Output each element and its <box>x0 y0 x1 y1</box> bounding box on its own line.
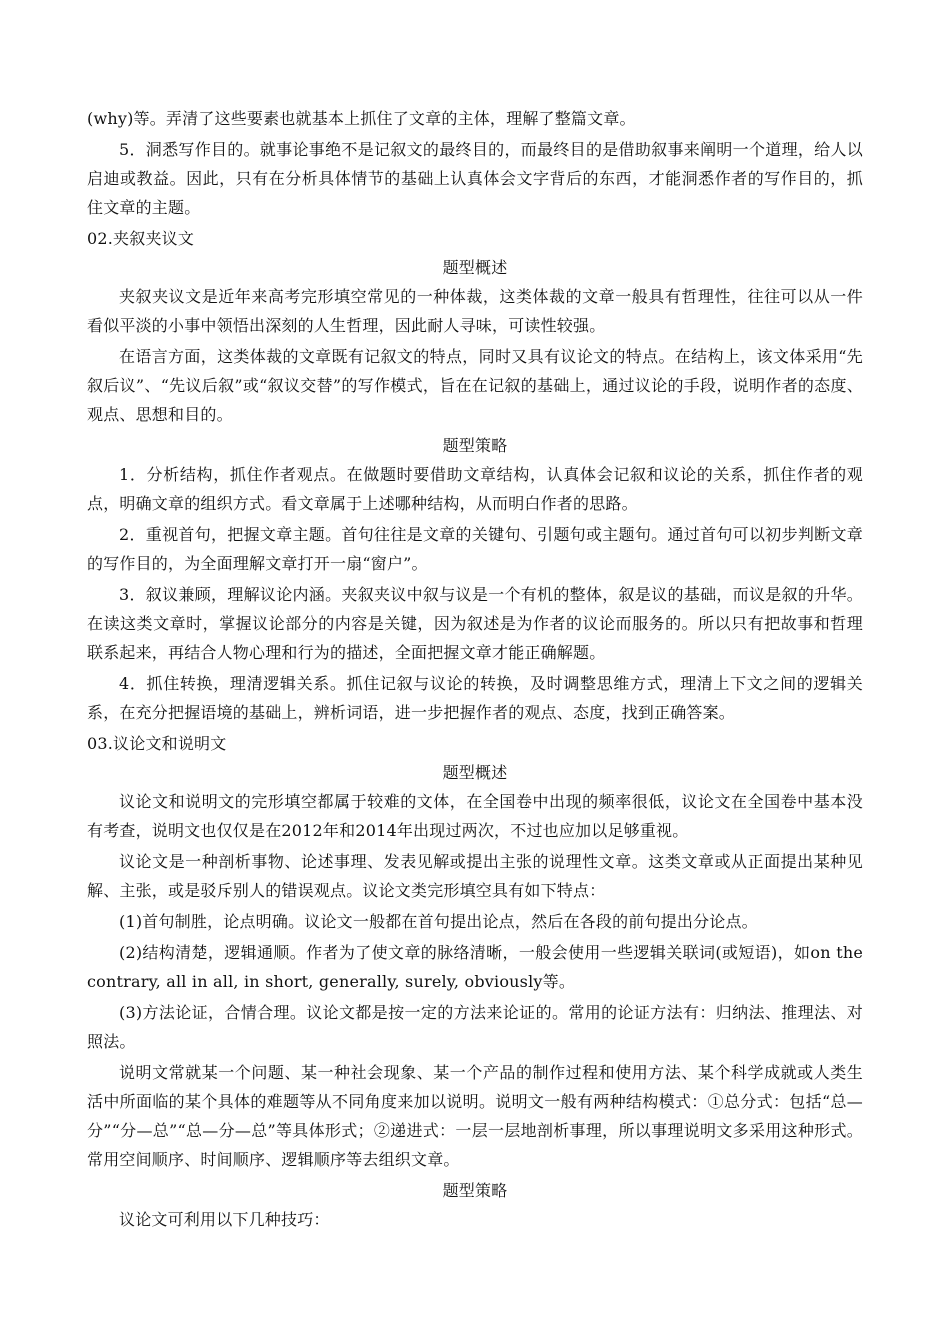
paragraph: 说明文常就某一个问题、某一种社会现象、某一个产品的制作过程和使用方法、某个科学成就或人类生活中所面临的某个具体的难题等从不同角度来加以说明。说明文一般有两种结构模式：①总分式：包括“总—分”“分—总”“总—分—总”等具体形式；②递进式：一层一层地剖析事理，所以事理说明文多采用这种形式。常用空间顺序、时间顺序、逻辑顺序等去组织文章。 <box>87 1063 863 1169</box>
strategy-item: 2．重视首句，把握文章主题。首句往往是文章的关键句、引题句或主题句。通过首句可以初步判断文章的写作目的，为全面理解文章打开一扇“窗户”。 <box>87 525 863 573</box>
strategy-item: 4．抓住转换，理清逻辑关系。抓住记叙与议论的转换，及时调整思维方式，理清上下文之间的逻辑关系，在充分把握语境的基础上，辨析词语，进一步把握作者的观点、态度，找到正确答案。 <box>87 674 863 722</box>
feature-item: (3)方法论证，合情合理。议论文都是按一定的方法来论证的。常用的论证方法有：归纳法、推理法、对照法。 <box>87 1003 863 1051</box>
subheading-overview: 题型概述 <box>442 258 508 277</box>
section-heading-argumentative-expository: 03.议论文和说明文 <box>87 734 227 753</box>
strategy-item: 3．叙议兼顾，理解议论内涵。夹叙夹议中叙与议是一个有机的整体，叙是议的基础，而议是叙的升华。在读这类文章时，掌握议论部分的内容是关键，因为叙述是为作者的议论而服务的。所以只有把故事和哲理联系起来，再结合人物心理和行为的描述，全面把握文章才能正确解题。 <box>87 585 863 662</box>
section-heading-narrative-argument: 02.夹叙夹议文 <box>87 229 195 248</box>
subheading-overview: 题型概述 <box>442 763 508 782</box>
paragraph: 议论文可利用以下几种技巧： <box>119 1210 330 1229</box>
subheading-strategy: 题型策略 <box>442 436 508 455</box>
paragraph: 在语言方面，这类体裁的文章既有记叙文的特点，同时又具有议论文的特点。在结构上，该文体采用“先叙后议”、“先议后叙”或“叙议交替”的写作模式，旨在在记叙的基础上，通过议论的手段，说明作者的态度、观点、思想和目的。 <box>87 347 863 424</box>
strategy-item: 1．分析结构，抓住作者观点。在做题时要借助文章结构，认真体会记叙和议论的关系，抓住作者的观点，明确文章的组织方式。看文章属于上述哪种结构，从而明白作者的思路。 <box>87 465 863 513</box>
paragraph: 议论文和说明文的完形填空都属于较难的文体，在全国卷中出现的频率很低，议论文在全国卷中基本没有考查，说明文也仅仅是在2012年和2014年出现过两次，不过也应加以足够重视。 <box>87 792 863 840</box>
paragraph: 议论文是一种剖析事物、论述事理、发表见解或提出主张的说理性文章。这类文章或从正面提出某种见解、主张，或是驳斥别人的错误观点。议论文类完形填空具有如下特点： <box>87 852 863 900</box>
feature-item: (2)结构清楚，逻辑通顺。作者为了使文章的脉络清晰，一般会使用一些逻辑关联词(或短语)，如on the contrary, all in all, in short, generally, surely, obviously等。 <box>87 943 863 991</box>
paragraph: 夹叙夹议文是近年来高考完形填空常见的一种体裁，这类体裁的文章一般具有哲理性，往往可以从一件看似平淡的小事中领悟出深刻的人生哲理，因此耐人寻味，可读性较强。 <box>87 287 863 335</box>
paragraph-why-elements: (why)等。弄清了这些要素也就基本上抓住了文章的主体，理解了整篇文章。 <box>87 109 636 128</box>
feature-item: (1)首句制胜，论点明确。议论文一般都在首句提出论点，然后在各段的前句提出分论点。 <box>119 912 758 931</box>
document-page <box>87 104 863 1236</box>
subheading-strategy: 题型策略 <box>442 1181 508 1200</box>
paragraph-writing-purpose: 5．洞悉写作目的。就事论事绝不是记叙文的最终目的，而最终目的是借助叙事来阐明一个道理，给人以启迪或教益。因此，只有在分析具体情节的基础上认真体会文字背后的东西，才能洞悉作者的写作目的，抓住文章的主题。 <box>87 140 863 217</box>
